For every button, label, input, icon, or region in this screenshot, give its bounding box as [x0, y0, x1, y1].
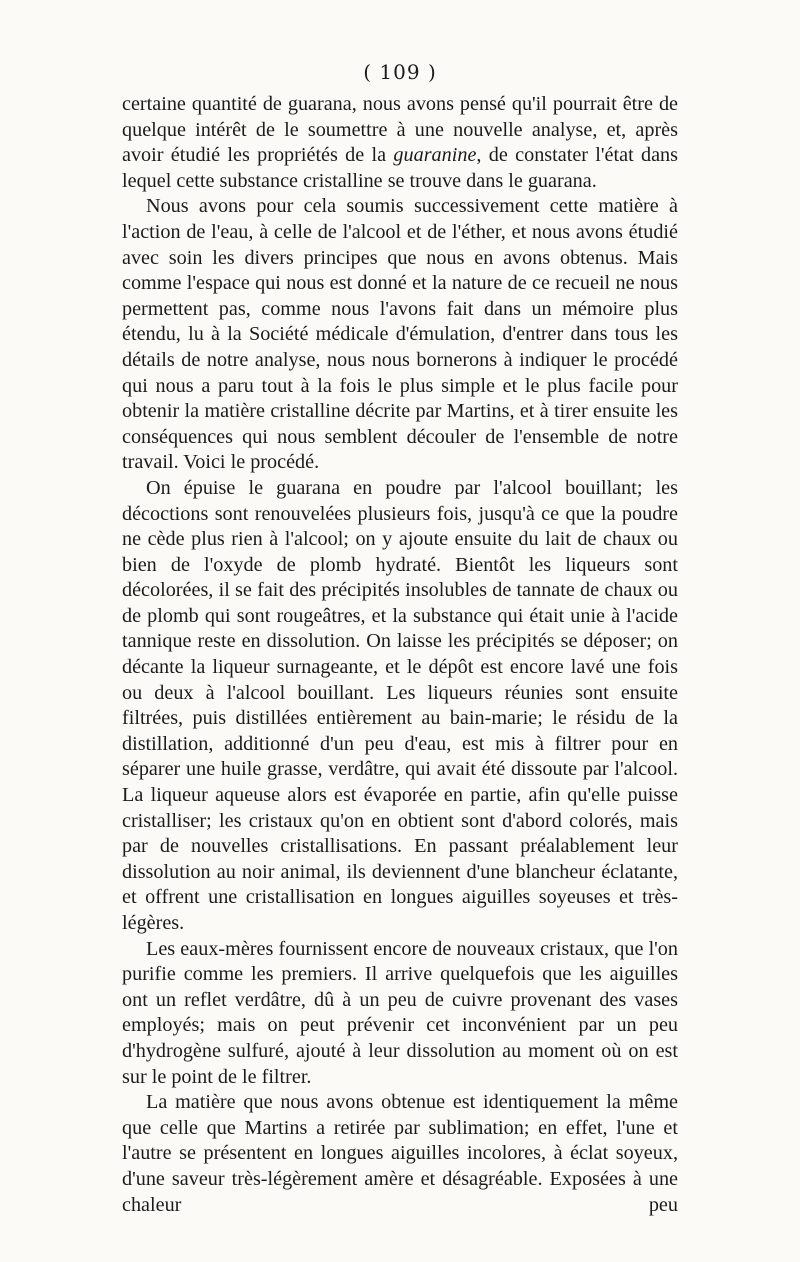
- paragraph-3: On épuise le guarana en poudre par l'alcool bouillant; les décoctions sont renouvelées plusieurs fois, jusqu'à ce que la poudre ne cède plus rien à l'alcool; on y ajoute ensuite du lait de chaux ou bien de l'oxyde de plomb hydraté. Bientôt les liqueurs sont décolorées, il se fait des précipités insolubles de tannate de chaux ou de plomb qui sont rougeâtres, et la substance qui était unie à l'acide tannique reste en dissolution. On laisse les précipités se déposer; on décante la liqueur surnageante, et le dépôt est encore lavé une fois ou deux à l'alcool bouillant. Les liqueurs réunies sont ensuite filtrées, puis distillées entièrement au bain-marie; le résidu de la distillation, additionné d'un peu d'eau, est mis à filtrer pour en séparer une huile grasse, verdâtre, qui avait été dissoute par l'alcool. La liqueur aqueuse alors est évaporée en partie, afin qu'elle puisse cristalliser; les cristaux qu'on en obtient sont d'abord colorés, mais par de nouvelles cristallisations. En passant préalablement leur dissolution au noir animal, ils deviennent d'une blancheur éclatante, et offrent une cristallisation en longues aiguilles soyeuses et très-légères.: [122, 476, 678, 934]
- page-number: ( 109 ): [363, 60, 437, 84]
- body-text: [122, 92, 678, 1218]
- guaranine-term: guaranine: [393, 144, 477, 167]
- paragraph-1-text-b: , de constater l'état dans lequel cette substance cristalline se trouve dans le guarana.: [122, 144, 678, 192]
- paragraph-5: La matière que nous avons obtenue est identiquement la même que celle que Martins a retirée par sublimation; en effet, l'une et l'autre se présentent en longues aiguilles incolores, à éclat soyeux, d'une saveur très-légèrement amère et désagréable. Exposées à une chaleur peu: [122, 1091, 678, 1216]
- paragraph-4: Les eaux-mères fournissent encore de nouveaux cristaux, que l'on purifie comme les premiers. Il arrive quelquefois que les aiguilles ont un reflet verdâtre, dû à un peu de cuivre provenant des vases employés; mais on peut prévenir cet inconvénient par un peu d'hydrogène sulfuré, ajouté à leur dissolution au moment où on est sur le point de le filtrer.: [122, 937, 678, 1088]
- paragraph-1-text-a: certaine quantité de guarana, nous avons pensé qu'il pourrait être de quelque intérêt de le soumettre à une nouvelle analyse, et, après avoir étudié les propriétés de la: [122, 93, 678, 167]
- paragraph-1: [122, 92, 678, 194]
- paragraph-2: Nous avons pour cela soumis successivement cette matière à l'action de l'eau, à celle de l'alcool et de l'éther, et nous avons étudié avec soin les divers principes que nous en avons obtenus. Mais comme l'espace qui nous est donné et la nature de ce recueil ne nous permettent pas, comme nous l'avons fait dans un mémoire plus étendu, lu à la Société médicale d'émulation, d'entrer dans tous les détails de notre analyse, nous nous bornerons à indiquer le procédé qui nous a paru tout à la fois le plus simple et le plus facile pour obtenir la matière cristalline décrite par Martins, et à tirer ensuite les conséquences qui nous semblent découler de l'ensemble de notre travail. Voici le procédé.: [122, 195, 678, 474]
